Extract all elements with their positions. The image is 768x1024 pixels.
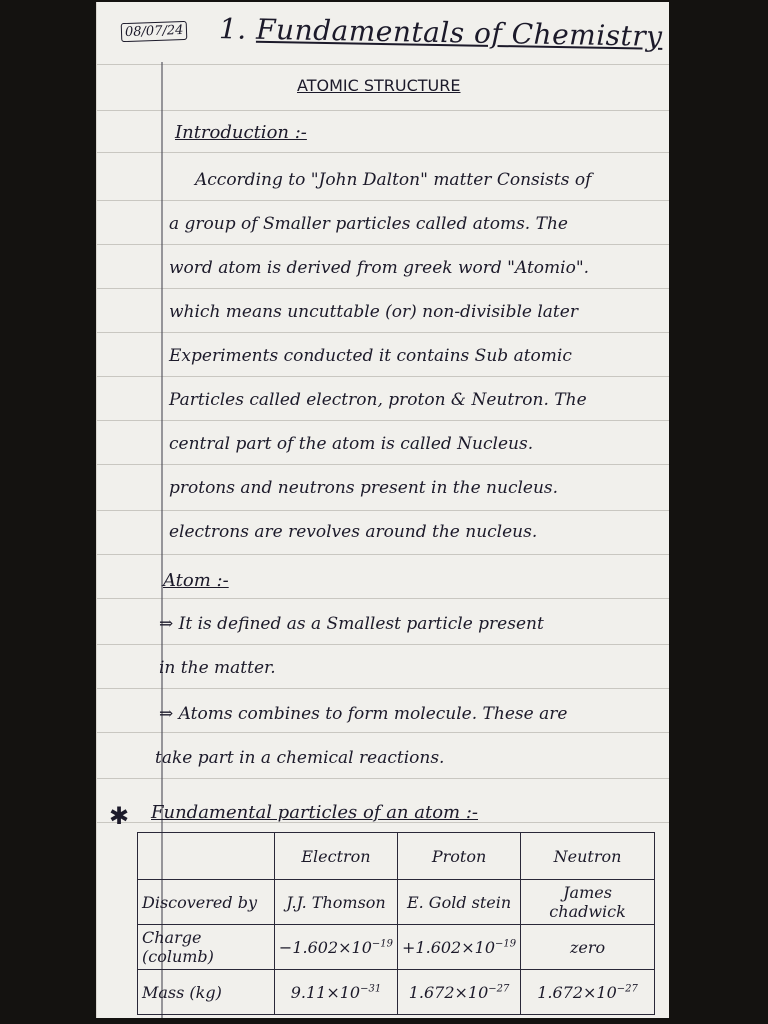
atom-line-1: ⇒ It is defined as a Smallest particle present	[159, 614, 544, 634]
fundamental-heading	[151, 802, 478, 823]
introduction-heading	[175, 122, 307, 143]
introduction-heading-text: Introduction :-	[175, 122, 307, 143]
particles-table	[137, 832, 655, 1015]
ruled-line	[97, 688, 669, 689]
intro-line-5: Experiments conducted it contains Sub atomic	[169, 346, 572, 366]
ruled-line	[97, 376, 669, 377]
atom-line-3: ⇒ Atoms combines to form molecule. These are	[159, 704, 568, 724]
proton-charge-base: +1.602×10	[402, 937, 495, 957]
row-label-mass: Mass (kg)	[138, 970, 275, 1015]
proton-mass-base: 1.672×10	[408, 982, 489, 1002]
ruled-line	[97, 464, 669, 465]
header-cell-empty	[138, 833, 275, 880]
cell-proton-mass	[398, 970, 521, 1015]
intro-line-9: electrons are revolves around the nucleus.	[169, 522, 538, 542]
electron-mass-base: 9.11×10	[290, 982, 361, 1002]
date-box: 08/07/24	[121, 21, 188, 42]
cell-electron-discovered: J.J. Thomson	[274, 880, 397, 925]
ruled-line	[97, 332, 669, 333]
cell-proton-discovered: E. Gold stein	[398, 880, 521, 925]
atom-line-2: in the matter.	[159, 658, 276, 678]
proton-charge-exp: −19	[495, 938, 517, 950]
electron-mass-exp: −31	[360, 983, 382, 995]
proton-mass-exp: −27	[488, 983, 510, 995]
neutron-mass-exp: −27	[616, 983, 638, 995]
header-cell-proton: Proton	[398, 833, 521, 880]
header-cell-electron: Electron	[274, 833, 397, 880]
cell-neutron-mass	[521, 970, 655, 1015]
ruled-line	[97, 420, 669, 421]
table-row	[138, 880, 655, 925]
ruled-line	[97, 644, 669, 645]
cell-neutron-charge: zero	[521, 925, 655, 970]
intro-line-3: word atom is derived from greek word "Atomio".	[169, 258, 590, 278]
intro-line-2: a group of Smaller particles called atoms. The	[169, 214, 568, 234]
ruled-line	[97, 598, 669, 599]
section-title: ATOMIC STRUCTURE	[297, 76, 461, 95]
ruled-line	[97, 732, 669, 733]
notebook-page	[96, 2, 669, 1018]
page-title	[219, 12, 663, 53]
ruled-line	[97, 510, 669, 511]
ruled-line	[97, 244, 669, 245]
table-row	[138, 970, 655, 1015]
ruled-line	[97, 200, 669, 201]
neutron-mass-base: 1.672×10	[537, 982, 617, 1002]
table-row	[138, 925, 655, 970]
ruled-line	[97, 288, 669, 289]
fundamental-heading-text: Fundamental particles of an atom :-	[151, 802, 478, 823]
row-label-discovered: Discovered by	[138, 880, 275, 925]
table-header-row	[138, 833, 655, 880]
atom-heading	[163, 570, 229, 591]
cell-electron-mass	[274, 970, 397, 1015]
electron-charge-base: −1.602×10	[278, 937, 372, 957]
ruled-line	[97, 110, 669, 111]
ruled-line	[97, 778, 669, 779]
title-text: Fundamentals of Chemistry	[255, 12, 663, 53]
electron-charge-exp: −19	[371, 938, 394, 950]
atom-line-4: take part in a chemical reactions.	[155, 748, 445, 768]
header-cell-neutron: Neutron	[521, 833, 655, 880]
intro-line-8: protons and neutrons present in the nucleus.	[169, 478, 559, 498]
asterisk-star-icon: ✱	[109, 802, 130, 830]
intro-line-6: Particles called electron, proton & Neutron. The	[169, 390, 587, 410]
ruled-line	[97, 152, 669, 153]
intro-line-4: which means uncuttable (or) non-divisible later	[169, 302, 578, 322]
cell-electron-charge	[274, 925, 397, 970]
cell-proton-charge	[398, 925, 521, 970]
ruled-line	[97, 64, 669, 65]
intro-line-1: According to "John Dalton" matter Consists of	[195, 170, 592, 190]
ruled-line	[97, 554, 669, 555]
cell-neutron-discovered: James chadwick	[521, 880, 655, 925]
intro-line-7: central part of the atom is called Nucleus.	[169, 434, 534, 454]
title-number: 1.	[218, 12, 248, 46]
row-label-charge: Charge (columb)	[138, 925, 275, 970]
atom-heading-text: Atom :-	[163, 570, 229, 591]
